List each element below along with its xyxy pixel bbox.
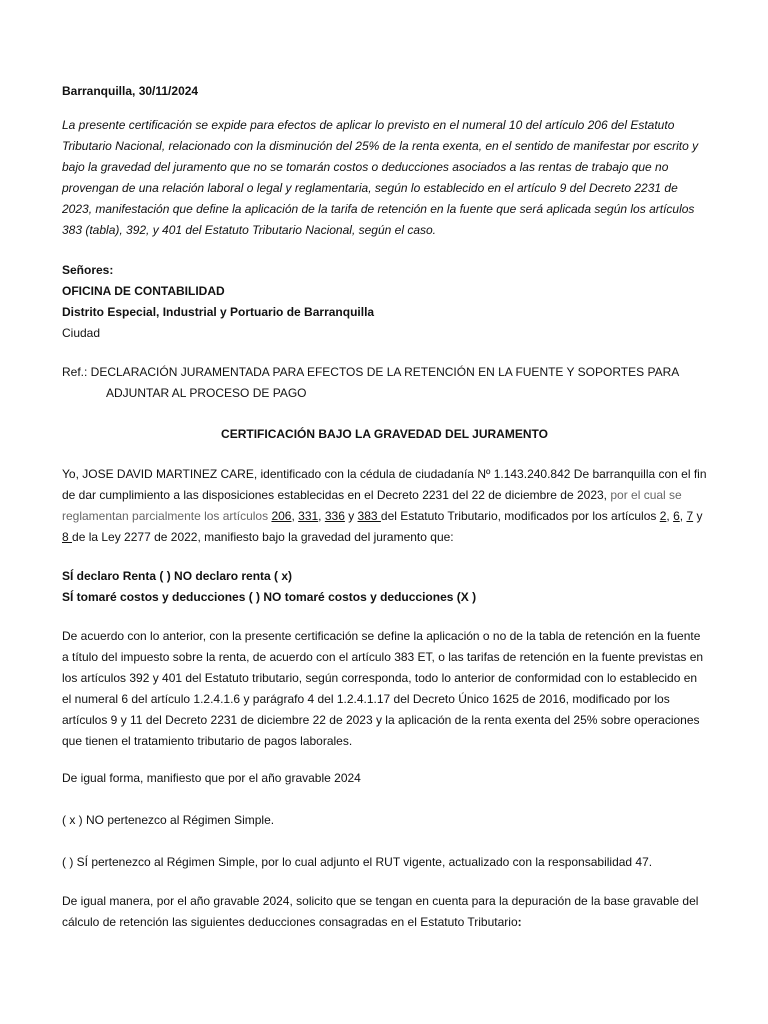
- renta-option: SÍ declaro Renta ( ) NO declaro renta ( x): [62, 569, 293, 583]
- separator: ,: [291, 509, 299, 523]
- declaration-text-3: de la Ley 2277 de 2022, manifiesto bajo la gravedad del juramento que:: [72, 530, 454, 544]
- law-article-2: 2: [659, 509, 667, 523]
- intro-paragraph: La presente certificación se expide para efectos de aplicar lo previsto en el numeral 10 del artículo 206 del Estatuto Tributario Nacional, relacionado con la disminución del 25% de la renta exenta, en el sentido de manifestar por escrito y bajo la gravedad del juramento que no se tomarán costos o deducciones asociados a las rentas de trabajo que no provengan de una relación laboral o legal y reglamentaria, según lo establecido en el artículo 9 del Decreto 2231 de 2023, manifestación que define la aplicación de la tarifa de retención en la fuente que será aplicada según los artículos 383 (tabla), 392, y 401 del Estatuto Tributario Nacional, según el caso.: [62, 118, 699, 237]
- law-article-6: 6: [673, 509, 680, 523]
- date-line: Barranquilla, 30/11/2024: [62, 84, 199, 98]
- certification-heading: CERTIFICACIÓN BAJO LA GRAVEDAD DEL JURAMENTO: [221, 427, 548, 441]
- declaration-options: [62, 566, 707, 608]
- declaration-grey-text: por el cual se reglamentan parcialmente los artículos: [62, 488, 682, 523]
- application-paragraph: De acuerdo con lo anterior, con la presente certificación se define la aplicación o no de la tabla de retención en la fuente a título del impuesto sobre la renta, de acuerdo con el artículo 383 ET, o las tarifas de retención en la fuente previstas en los artículos 392 y 401 del Estatuto tributario, según corresponda, todo lo anterior de conformidad con lo establecido en el numeral 6 del artículo 1.2.4.1.6 y parágrafo 4 del 1.2.4.1.17 del Decreto Único 1625 de 2016, modificado por los artículos 9 y 11 del Decreto 2231 de diciembre 22 de 2023 y la aplicación de la renta exenta del 25% sobre operaciones que tienen el tratamiento tributario de pagos laborales.: [62, 629, 704, 748]
- article-336: 336: [324, 509, 345, 523]
- regime-no-line: ( x ) NO pertenezco al Régimen Simple.: [62, 813, 275, 827]
- deductions-text: De igual manera, por el año gravable 2024, solicito que se tengan en cuenta para la depuración de la base gravable del cálculo de retención las siguientes deducciones consagradas en el Estatuto Tributario: [62, 894, 699, 929]
- separator: ,: [679, 509, 687, 523]
- article-206: 206: [271, 509, 292, 523]
- district-name: Distrito Especial, Industrial y Portuario de Barranquilla: [62, 305, 375, 319]
- declaration-text-2: del Estatuto Tributario, modificados por los artículos: [380, 509, 660, 523]
- separator: y: [344, 509, 358, 523]
- separator: y: [693, 509, 703, 523]
- separator: ,: [318, 509, 325, 523]
- separator: ,: [666, 509, 674, 523]
- article-331: 331: [298, 509, 319, 523]
- declaration-paragraph: [62, 464, 707, 548]
- salutation: Señores:: [62, 263, 114, 277]
- declaration-text-1: Yo, JOSE DAVID MARTINEZ CARE, identificado con la cédula de ciudadanía Nº 1.143.240.842 De barranquilla con el fin de dar cumplimiento a las disposiciones establecidas en el Decreto 2231 del 22 de diciembre de 2023,: [62, 467, 707, 502]
- law-article-7: 7: [686, 509, 694, 523]
- law-article-8: 8: [62, 530, 73, 544]
- article-383: 383: [357, 509, 381, 523]
- deductions-paragraph: [62, 891, 707, 933]
- city-line: Ciudad: [62, 326, 101, 340]
- addressee-block: [62, 260, 707, 344]
- reference-line-2: ADJUNTAR AL PROCESO DE PAGO: [106, 386, 307, 400]
- tax-year-paragraph: De igual forma, manifiesto que por el año gravable 2024: [62, 771, 361, 785]
- costos-option: SÍ tomaré costos y deducciones ( ) NO tomaré costos y deducciones (X ): [62, 590, 477, 604]
- reference-line-1: Ref.: DECLARACIÓN JURAMENTADA PARA EFECTOS DE LA RETENCIÓN EN LA FUENTE Y SOPORTES PARA: [62, 365, 680, 379]
- office-name: OFICINA DE CONTABILIDAD: [62, 284, 225, 298]
- regime-yes-line: ( ) SÍ pertenezco al Régimen Simple, por lo cual adjunto el RUT vigente, actualizado con la responsabilidad 47.: [62, 855, 653, 869]
- reference-block: [62, 362, 707, 404]
- deductions-colon: :: [517, 915, 522, 929]
